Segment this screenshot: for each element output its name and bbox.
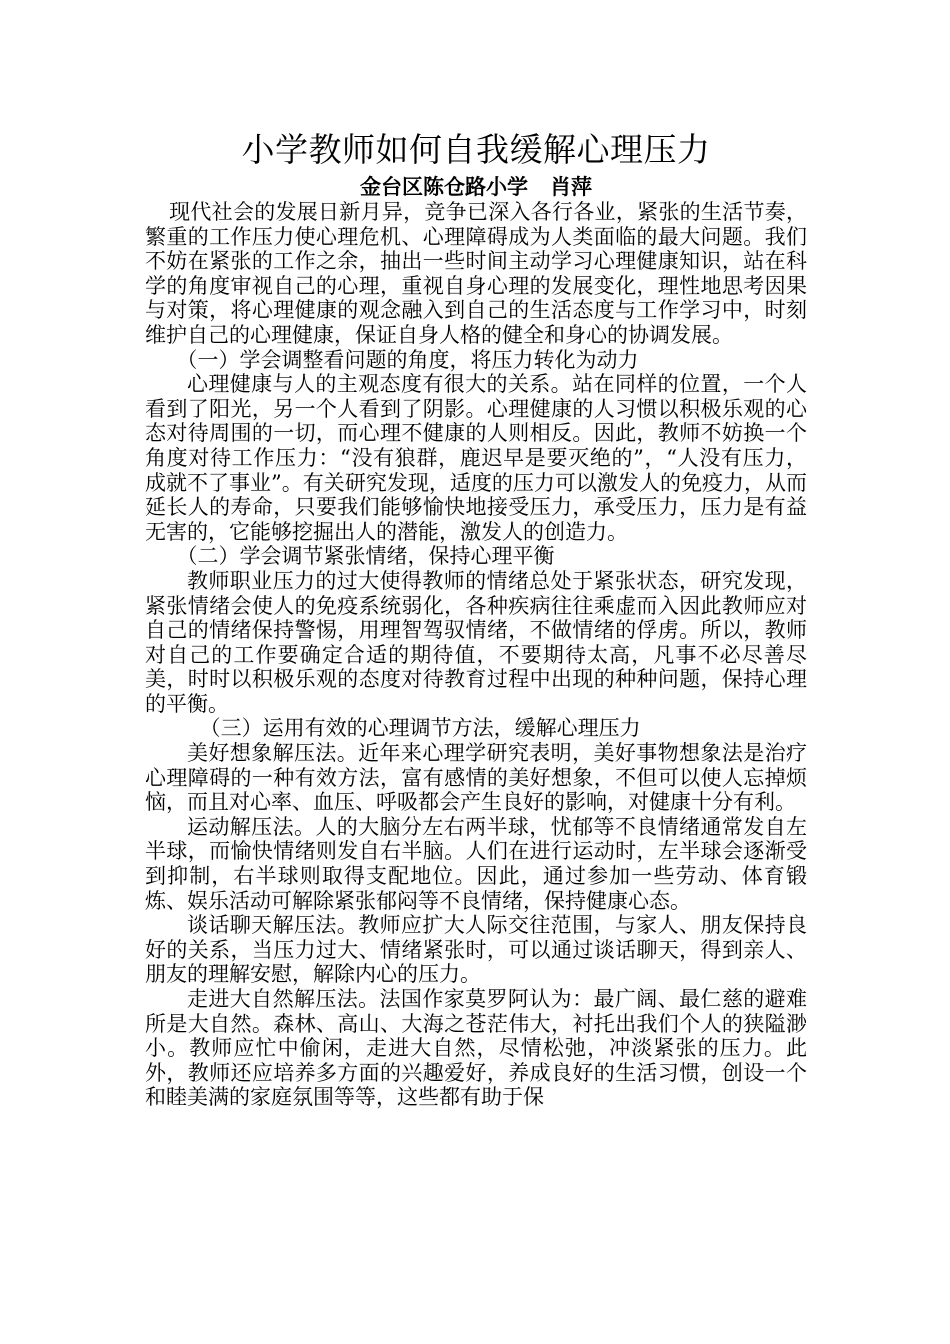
section-heading-1: （一）学会调整看问题的角度，将压力转化为动力 (176, 347, 639, 372)
author-line (145, 174, 807, 200)
document-body (145, 200, 807, 1110)
author-org: 金台区陈仓路小学 (360, 174, 528, 199)
section-heading-2: （二）学会调节紧张情绪，保持心理平衡 (176, 544, 555, 569)
paragraph: 心理健康与人的主观态度有很大的关系。站在同样的位置，一个人看到了阳光，另一个人看到了阴影。心理健康的人习惯以积极乐观的心态对待周围的一切，而心理不健康的人则相反。因此，教师不妨换一个角度对待工作压力：“没有狼群，鹿迟早是要灭绝的”，“人没有压力，成就不了事业”。有关研究发现，适度的压力可以激发人的免疫力，从而延长人的寿命，只要我们能够愉快地接受压力，承受压力，压力是有益无害的，它能够挖掘出人的潜能，激发人的创造力。 (145, 372, 807, 544)
author-name: 肖萍 (550, 174, 592, 199)
paragraph: 教师职业压力的过大使得教师的情绪总处于紧张状态，研究发现，紧张情绪会使人的免疫系统弱化，各种疾病往往乘虚而入因此教师应对自己的情绪保持警惕，用理智驾驭情绪，不做情绪的俘虏。所以，教师对自己的工作要确定合适的期待值，不要期待太高，凡事不必尽善尽美，时时以积极乐观的态度对待教育过程中出现的种种问题，保持心理的平衡。 (145, 568, 807, 716)
paragraph: 谈话聊天解压法。教师应扩大人际交往范围，与家人、朋友保持良好的关系，当压力过大、情绪紧张时，可以通过谈话聊天，得到亲人、朋友的理解安慰，解除内心的压力。 (145, 913, 807, 987)
paragraph: 走进大自然解压法。法国作家莫罗阿认为：最广阔、最仁慈的避难所是大自然。森林、高山、大海之苍茫伟大，衬托出我们个人的狭隘渺小。教师应忙中偷闲，走进大自然，尽情松弛，冲淡紧张的压力。此外，教师还应培养多方面的兴趣爱好，养成良好的生活习惯，创设一个和睦美满的家庭氛围等等，这些都有助于保 (145, 987, 807, 1110)
paragraph: 运动解压法。人的大脑分左右两半球，忧郁等不良情绪通常发自左半球，而愉快情绪则发自右半脑。人们在进行运动时，左半球会逐渐受到抑制，右半球则取得支配地位。因此，通过参加一些劳动、体育锻炼、娱乐活动可解除紧张郁闷等不良情绪，保持健康心态。 (145, 814, 807, 913)
document-title: 小学教师如何自我缓解心理压力 (241, 130, 711, 169)
section-heading-3: （三）运用有效的心理调节方法，缓解心理压力 (199, 716, 641, 741)
paragraph: 美好想象解压法。近年来心理学研究表明，美好事物想象法是治疗心理障碍的一种有效方法，富有感情的美好想象，不但可以使人忘掉烦恼，而且对心率、血压、呼吸都会产生良好的影响，对健康十分有利。 (145, 741, 807, 815)
document-page (145, 128, 807, 1110)
paragraph-intro: 现代社会的发展日新月异，竞争已深入各行各业，紧张的生活节奏，繁重的工作压力使心理危机、心理障碍成为人类面临的最大问题。我们不妨在紧张的工作之余，抽出一些时间主动学习心理健康知识，站在科学的角度审视自己的心理，重视自身心理的发展变化，理性地思考因果与对策，将心理健康的观念融入到自己的生活态度与工作学习中，时刻维护自己的心理健康，保证自身人格的健全和身心的协调发展。 (145, 200, 807, 347)
